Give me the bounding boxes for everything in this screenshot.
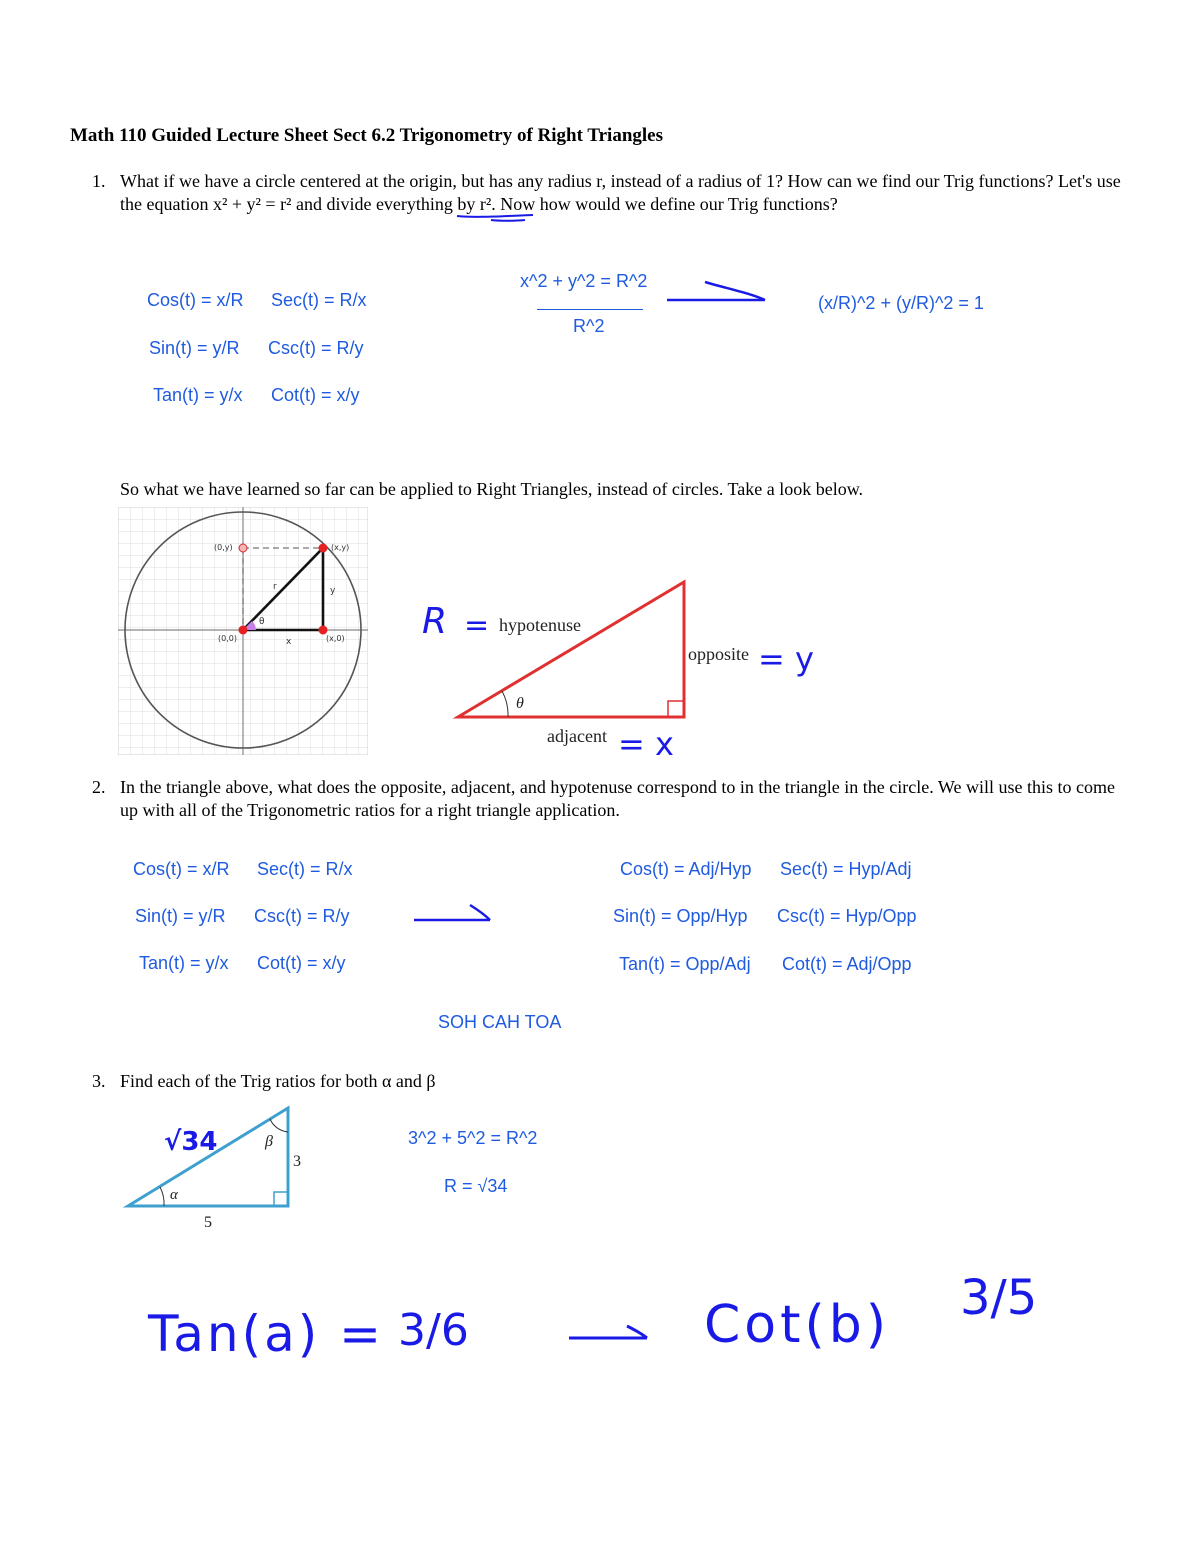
q1-sec: Sec(t) = R/x [271, 290, 367, 310]
arrow-icon-2 [412, 900, 494, 926]
fraction-bar [537, 309, 643, 310]
q2-right-tan: Tan(t) = Opp/Adj [619, 954, 751, 974]
ink-equals-x: = x [618, 725, 674, 760]
q1-tan: Tan(t) = y/x [153, 385, 243, 405]
q2-right-cot: Cot(t) = Adj/Opp [782, 954, 912, 974]
mnemonic: SOH CAH TOA [438, 1012, 562, 1032]
q1-result: (x/R)^2 + (y/R)^2 = 1 [818, 293, 984, 313]
q2-right-sec: Sec(t) = Hyp/Adj [780, 859, 912, 879]
hypotenuse-label: hypotenuse [499, 615, 581, 635]
q3-triangle-figure [120, 1100, 320, 1235]
alpha-label: α [170, 1187, 178, 1203]
right-triangle-figure [400, 575, 840, 760]
side-3-label: 3 [293, 1153, 301, 1170]
unit-circle-figure [118, 507, 368, 755]
q1-cos: Cos(t) = x/R [147, 290, 244, 310]
label-0y: (0,y) [214, 543, 233, 552]
label-theta: θ [259, 617, 265, 627]
q2-right-cos: Cos(t) = Adj/Hyp [620, 859, 752, 879]
q3-text: Find each of the Trig ratios for both α and β [120, 1071, 436, 1091]
label-x: x [286, 637, 292, 647]
label-00: (0,0) [218, 634, 237, 643]
q2-text: In the triangle above, what does the opposite, adjacent, and hypotenuse correspond to in the triangle in the circle. We will use this to come up with all of the Trigonometric ratios for a right triangle application. [120, 777, 1115, 820]
side-5-label: 5 [204, 1214, 212, 1231]
q2-right-csc: Csc(t) = Hyp/Opp [777, 906, 917, 926]
q3-pythagoras: 3^2 + 5^2 = R^2 [408, 1128, 538, 1148]
triangle-theta: θ [516, 695, 524, 712]
arrow-icon-3 [567, 1320, 652, 1346]
equation-underline [455, 210, 535, 224]
adjacent-label: adjacent [547, 726, 607, 746]
ink-tan-a: Tan(a) = [148, 1305, 385, 1363]
fraction-numerator: x^2 + y^2 = R^2 [520, 271, 648, 291]
ink-cot-b: Cot(b) [704, 1295, 891, 1355]
label-xy: (x,y) [331, 543, 350, 552]
label-r: r [273, 582, 277, 592]
label-y: y [330, 586, 336, 596]
q3-r-value: R = √34 [444, 1176, 508, 1196]
ink-equals-y: = y [758, 640, 814, 678]
q2-left-cot: Cot(t) = x/y [257, 953, 346, 973]
q1-text: What if we have a circle centered at the origin, but has any radius r, instead of a radius of 1? How can we find our Trig functions? Let's use the equation x² + y² = r² and divide everything by r². Now how would we define our Trig functions? [120, 171, 1121, 214]
fraction-denominator: R^2 [573, 316, 605, 336]
q1-number: 1. [92, 171, 106, 191]
q2-left-cos: Cos(t) = x/R [133, 859, 230, 879]
beta-label: β [265, 1133, 273, 1150]
q2-left-sin: Sin(t) = y/R [135, 906, 226, 926]
page-title: Math 110 Guided Lecture Sheet Sect 6.2 Trigonometry of Right Triangles [70, 125, 664, 146]
ink-fraction-1: 3/6 [398, 1305, 469, 1356]
q3-number: 3. [92, 1071, 106, 1091]
arrow-icon [665, 278, 770, 308]
opposite-label: opposite [688, 644, 749, 664]
q2-left-tan: Tan(t) = y/x [139, 953, 229, 973]
q2-left-sec: Sec(t) = R/x [257, 859, 353, 879]
q1-sin: Sin(t) = y/R [149, 338, 240, 358]
q1-cot: Cot(t) = x/y [271, 385, 360, 405]
q2-number: 2. [92, 777, 106, 797]
q2-right-sin: Sin(t) = Opp/Hyp [613, 906, 748, 926]
q2-left-csc: Csc(t) = R/y [254, 906, 350, 926]
q1-csc: Csc(t) = R/y [268, 338, 364, 358]
label-x0: (x,0) [326, 634, 345, 643]
ink-fraction-2: 3/5 [960, 1270, 1038, 1326]
ink-R: R [422, 601, 448, 642]
ink-hypotenuse: √34 [164, 1127, 218, 1157]
ink-equals: = [464, 608, 490, 643]
transition-text: So what we have learned so far can be applied to Right Triangles, instead of circles. Take a look below. [120, 479, 864, 499]
